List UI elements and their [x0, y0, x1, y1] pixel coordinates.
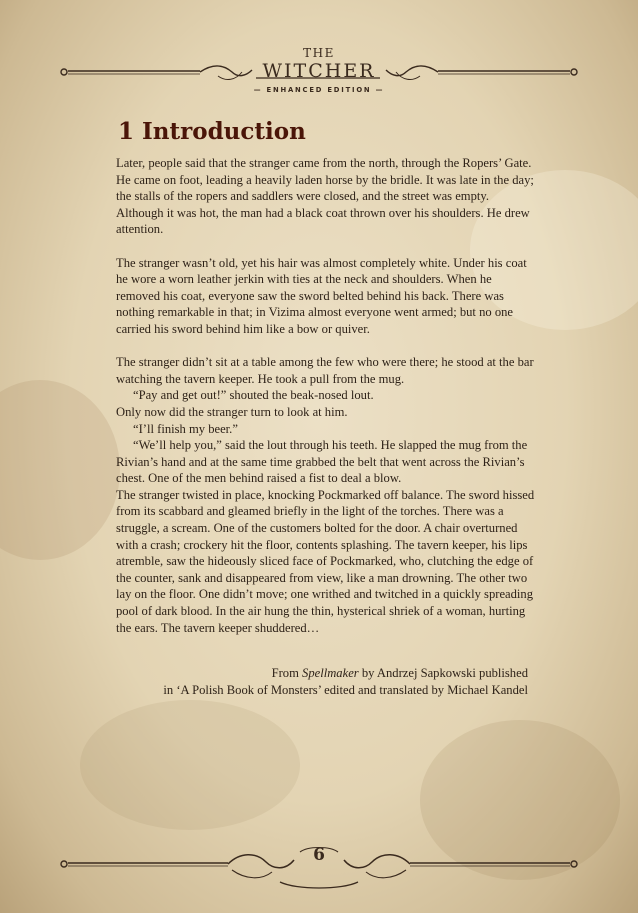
- paragraph: “Pay and get out!” shouted the beak-nosed lout.: [133, 388, 374, 403]
- footer-ornament: [0, 830, 638, 900]
- logo-title: WITCHER: [262, 60, 376, 82]
- credit-line1: by Andrzej Sapkowski published: [358, 666, 528, 680]
- page-number: 6: [313, 845, 325, 865]
- credit-prefix: From: [271, 666, 303, 680]
- chapter-title: 1 Introduction: [118, 118, 306, 145]
- paragraph: The stranger twisted in place, knocking Pockmarked off balance. The sword hissed from its scabbard and gleamed briefly in the light of the torches. There was a struggle, a scream. One of the customers bolted for the door. A chair overturned with a crash; crockery hit the floor, contents splashing. The tavern keeper, his lips atremble, saw the hideously sliced face of Pockmarked, who, clutching the edge of the counter, sank and disappeared from view, like a man drowning. The other two lay on the floor. One didn’t move; one writhed and twitched in a quickly spreading pool of dark blood. In the air hung the thin, hysterical shriek of a woman, hurting the ears. The tavern keeper shuddered…: [116, 487, 535, 635]
- paragraph: “We’ll help you,” said the lout through his teeth. He slapped the mug from the Rivian’s hand and at the same time grabbed the belt that went across the Rivian’s chest. One of the men behind raised a fist to deal a blow.: [116, 438, 528, 486]
- paragraph: The stranger didn’t sit at a table among the few who were there; he stood at the bar watching the tavern keeper. He took a pull from the mug.: [116, 355, 534, 386]
- paragraph: The stranger wasn’t old, yet his hair was almost completely white. Under his coat he wore a worn leather jerkin with ties at the neck and shoulders. When he removed his coat, everyone saw the sword belted behind his back. There was nothing remarkable in that; in Vizima almost everyone went armed; but no one carried his sword behind him like a bow or quiver.: [116, 255, 527, 336]
- paragraph: Only now did the stranger turn to look at him.: [116, 404, 348, 419]
- credit-work-title: Spellmaker: [302, 666, 359, 680]
- paragraph: Later, people said that the stranger came from the north, through the Ropers’ Gate. He came on foot, leading a heavily laden horse by the bridle. It was late in the day; the stalls of the ropers and saddlers were closed, and the street was empty. Although it was hot, the man had a black coat thrown over his shoulders. He drew attention.: [116, 156, 534, 237]
- paragraph: “I’ll finish my beer.”: [133, 421, 238, 436]
- logo-subtitle: — ENHANCED EDITION —: [253, 86, 385, 94]
- parchment-stain: [80, 700, 300, 830]
- body-text: [116, 155, 536, 636]
- logo-the-text: THE: [303, 46, 335, 60]
- credit-line2: in ‘A Polish Book of Monsters’ edited and translated by Michael Kandel: [163, 683, 528, 697]
- source-credit: [116, 665, 528, 699]
- parchment-stain: [0, 380, 120, 560]
